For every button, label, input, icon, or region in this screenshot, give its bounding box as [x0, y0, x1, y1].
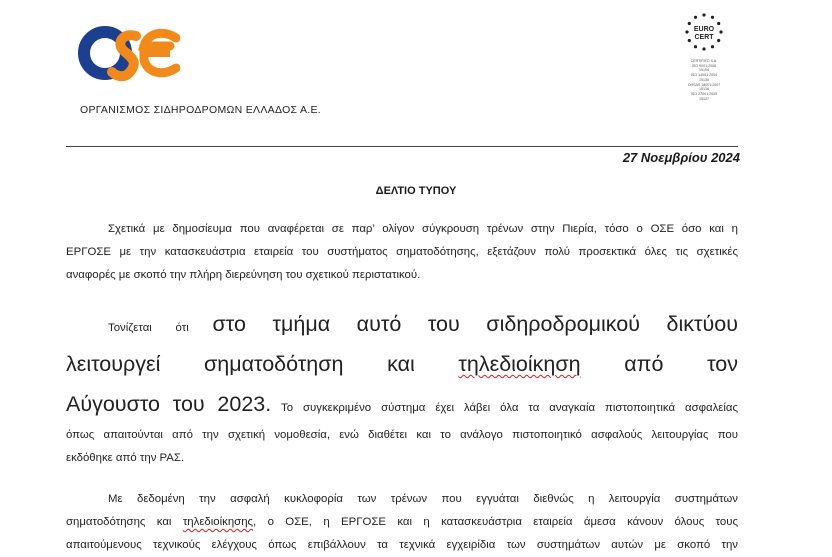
cert-line: ISO 14001:2004: [690, 73, 718, 78]
paragraph-3: [66, 488, 738, 557]
paragraph-line: [66, 344, 738, 384]
paragraph-line: [66, 304, 738, 344]
header-divider: [66, 146, 738, 147]
spellcheck-word: τηλεδιοίκησης: [182, 516, 254, 528]
paragraph-2-text: Το συγκεκριμένο σύστημα έχει λάβει όλα τα αναγκαία πιστοποιητικά ασφαλείας: [281, 402, 738, 414]
document-title: ΔΕΛΤΙΟ ΤΥΠΟΥ: [375, 185, 457, 197]
paragraph-line: [66, 384, 738, 424]
paragraph-2-emphasis: Αύγουστο του 2023.: [66, 392, 272, 416]
paragraph-line: Σχετικά με δημοσίευμα που αναφέρεται σε παρ’ ολίγον σύγκρουση τρένων στην Πιερία, τόσο ο ΟΣΕ όσο και η: [108, 223, 738, 235]
cert-line: 15135: [699, 77, 709, 82]
paragraph-line: εκδόθηκε από την ΡΑΣ.: [66, 452, 185, 464]
paragraph-2-emphasis: λειτουργεί σηματοδότηση και: [66, 352, 415, 376]
paragraph-2-emphasis: στο τμήμα αυτό του σιδηροδρομικού δικτύου: [212, 312, 738, 336]
spellcheck-word: τηλεδιοίκηση: [458, 352, 581, 376]
paragraph-text: , ο ΟΣΕ, η ΕΡΓΟΣΕ και η κατασκευάστρια εταιρεία άμεσα κάνουν όλους τους: [253, 516, 738, 528]
cert-line: 15137: [699, 96, 709, 101]
cert-lines: [682, 59, 726, 101]
cert-line: 15104: [699, 68, 709, 73]
cert-line: ISO 9001:2008: [691, 63, 717, 68]
ose-logo: [78, 18, 180, 88]
paragraph-text: σηματοδότησης και: [66, 516, 172, 528]
cert-badge-top: EURO: [693, 26, 715, 33]
paragraph-2: [66, 304, 738, 470]
document-date: 27 Νοεμβρίου 2024: [622, 150, 740, 165]
eurocert-badge-icon: [684, 12, 724, 52]
cert-line: CERTIFIED S.A.: [690, 59, 718, 63]
paragraph-2-intro: Τονίζεται ότι: [108, 322, 189, 334]
paragraph-line: Με δεδομένη την ασφαλή κυκλοφορία των τρένων που εγγυάται διεθνώς η λειτουργία συστημάτων: [108, 493, 738, 505]
paragraph-line: αναφορές με σκοπό την πλήρη διερεύνηση του σχετικού περιστατικού.: [66, 269, 421, 281]
paragraph-line: όπως απαιτούνται από την σχετική νομοθεσία, ενώ διαθέτει και το ανάλογο πιστοποιητικό ασφαλούς λειτουργίας που: [66, 429, 738, 441]
paragraph-line: ΕΡΓΟΣΕ με την κατασκευάστρια εταιρεία του συστήματος σηματοδότησης, εξετάζουν πολύ προσεκτικά όλες τις σχετικές: [66, 246, 738, 258]
cert-line: 15136: [699, 87, 709, 92]
cert-badge-bottom: CERT: [694, 34, 714, 41]
eurocert-seal: [682, 12, 726, 104]
organization-name: ΟΡΓΑΝΙΣΜΟΣ ΣΙΔΗΡΟΔΡΟΜΩΝ ΕΛΛΑΔΟΣ Α.Ε.: [80, 104, 322, 116]
paragraph-2-emphasis: από τον: [624, 352, 738, 376]
paragraph-line: [66, 511, 738, 534]
paragraph-1: [66, 218, 738, 287]
cert-line: ISO 27001:2005: [690, 91, 718, 96]
paragraph-line: απαιτούμενους τεχνικούς ελέγχους όπως επιβάλλουν τα τεχνικά εγχειρίδια των συστημάτων αυτών με σκοπό την: [66, 539, 738, 551]
cert-line: OHSAS 18001:2007: [687, 82, 721, 87]
